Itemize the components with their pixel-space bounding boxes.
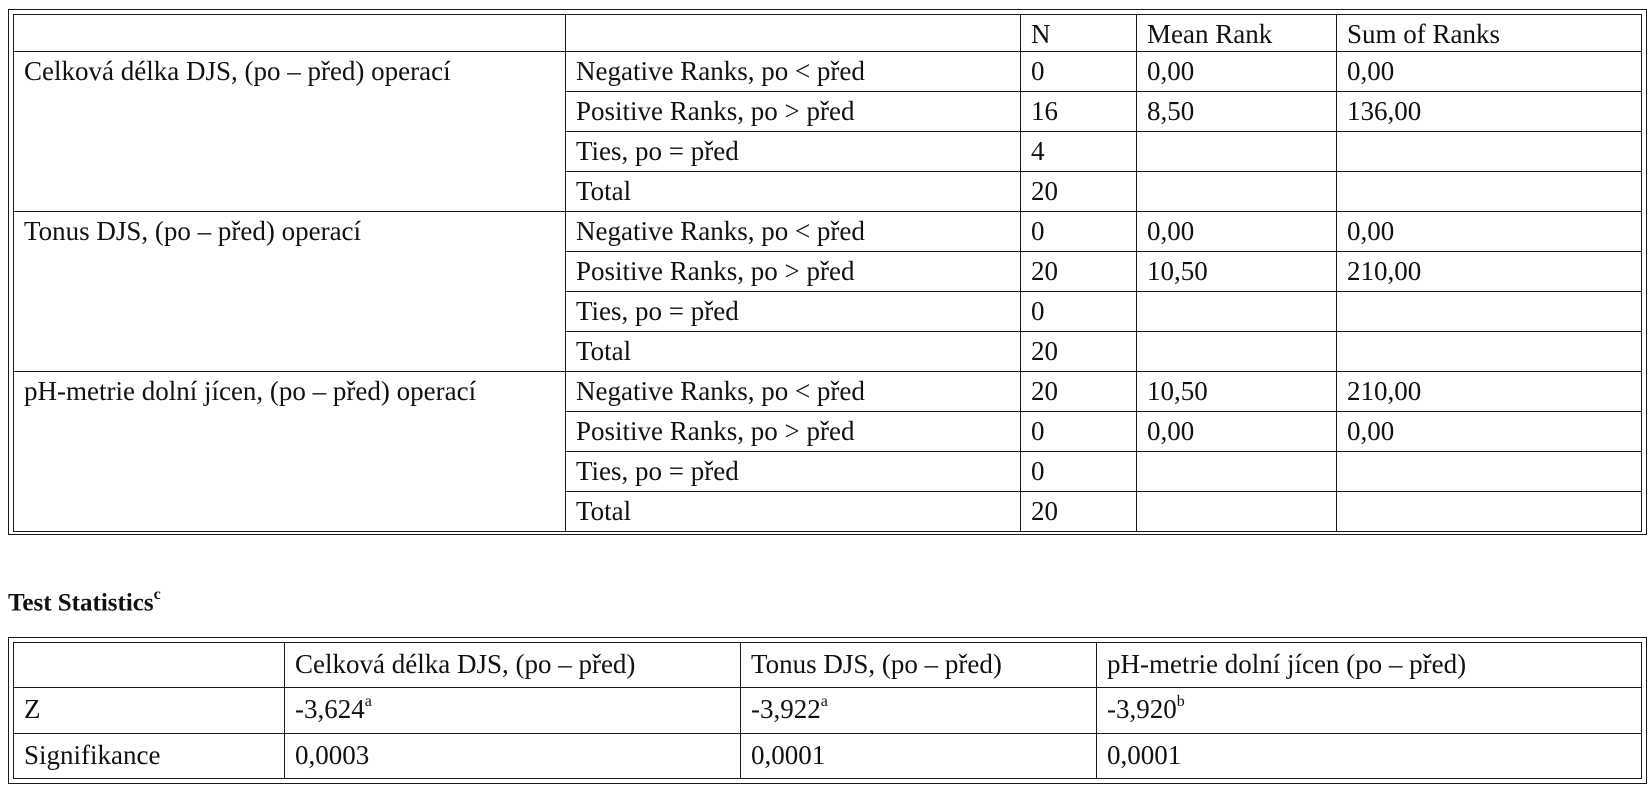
mean-rank-cell	[1137, 172, 1337, 212]
n-cell: 0	[1021, 52, 1137, 92]
rank-type-cell: Total	[566, 492, 1021, 532]
mean-rank-cell	[1137, 492, 1337, 532]
z-value-cell	[285, 688, 741, 733]
mean-rank-cell	[1137, 332, 1337, 372]
header-cell-mean-rank: Mean Rank	[1137, 15, 1337, 52]
sum-ranks-cell	[1337, 332, 1642, 372]
z-label: Z	[14, 688, 285, 733]
sum-ranks-cell: 0,00	[1337, 412, 1642, 452]
group-label: Tonus DJS, (po – před) operací	[14, 212, 566, 372]
rank-type-cell: Ties, po = před	[566, 132, 1021, 172]
n-cell: 0	[1021, 292, 1137, 332]
n-cell: 20	[1021, 372, 1137, 412]
stats-header-cell	[14, 643, 285, 688]
stats-header-cell: Celková délka DJS, (po – před)	[285, 643, 741, 688]
table-row	[14, 52, 1642, 92]
rank-type-cell: Positive Ranks, po > před	[566, 92, 1021, 132]
n-cell: 0	[1021, 452, 1137, 492]
significance-value: 0,0003	[285, 733, 741, 778]
z-value: -3,624	[295, 694, 365, 725]
mean-rank-cell	[1137, 292, 1337, 332]
ranks-table	[13, 14, 1642, 532]
rank-type-cell: Positive Ranks, po > před	[566, 252, 1021, 292]
stats-header-cell: Tonus DJS, (po – před)	[741, 643, 1097, 688]
rank-type-cell: Total	[566, 172, 1021, 212]
n-cell: 20	[1021, 172, 1137, 212]
rank-type-cell: Positive Ranks, po > před	[566, 412, 1021, 452]
sum-ranks-cell	[1337, 132, 1642, 172]
group-label: pH-metrie dolní jícen, (po – před) operací	[14, 372, 566, 532]
sum-ranks-cell: 210,00	[1337, 372, 1642, 412]
sum-ranks-cell: 210,00	[1337, 252, 1642, 292]
n-cell: 16	[1021, 92, 1137, 132]
test-statistics-frame	[8, 637, 1647, 784]
significance-row	[14, 733, 1642, 778]
z-footnote: b	[1176, 693, 1185, 711]
table-row	[14, 212, 1642, 252]
sum-ranks-cell	[1337, 452, 1642, 492]
header-cell-sum-ranks: Sum of Ranks	[1337, 15, 1642, 52]
mean-rank-cell: 0,00	[1137, 412, 1337, 452]
test-statistics-title-footnote: c	[153, 586, 161, 603]
z-value: -3,920	[1107, 694, 1177, 725]
n-cell: 0	[1021, 212, 1137, 252]
mean-rank-cell: 0,00	[1137, 212, 1337, 252]
rank-type-cell: Total	[566, 332, 1021, 372]
ranks-header-row	[14, 15, 1642, 52]
group-label: Celková délka DJS, (po – před) operací	[14, 52, 566, 212]
test-statistics-title	[8, 588, 161, 617]
significance-value: 0,0001	[1097, 733, 1642, 778]
z-row	[14, 688, 1642, 733]
rank-type-cell: Ties, po = před	[566, 452, 1021, 492]
z-value-cell	[741, 688, 1097, 733]
n-cell: 20	[1021, 252, 1137, 292]
rank-type-cell: Ties, po = před	[566, 292, 1021, 332]
sum-ranks-cell	[1337, 172, 1642, 212]
test-statistics-table	[13, 642, 1642, 779]
n-cell: 20	[1021, 492, 1137, 532]
sum-ranks-cell: 0,00	[1337, 212, 1642, 252]
z-footnote: a	[820, 693, 828, 711]
mean-rank-cell	[1137, 452, 1337, 492]
ranks-table-frame	[8, 9, 1647, 535]
mean-rank-cell: 0,00	[1137, 52, 1337, 92]
sum-ranks-cell: 0,00	[1337, 52, 1642, 92]
n-cell: 0	[1021, 412, 1137, 452]
mean-rank-cell: 10,50	[1137, 252, 1337, 292]
rank-type-cell: Negative Ranks, po < před	[566, 52, 1021, 92]
z-value: -3,922	[751, 694, 821, 725]
significance-label: Signifikance	[14, 733, 285, 778]
z-value-cell	[1097, 688, 1642, 733]
header-cell-group	[14, 15, 566, 52]
sum-ranks-cell: 136,00	[1337, 92, 1642, 132]
sum-ranks-cell	[1337, 492, 1642, 532]
table-row	[14, 372, 1642, 412]
mean-rank-cell: 10,50	[1137, 372, 1337, 412]
mean-rank-cell	[1137, 132, 1337, 172]
header-cell-n: N	[1021, 15, 1137, 52]
rank-type-cell: Negative Ranks, po < před	[566, 372, 1021, 412]
sum-ranks-cell	[1337, 292, 1642, 332]
header-cell-type	[566, 15, 1021, 52]
z-footnote: a	[364, 693, 372, 711]
stats-header-cell: pH-metrie dolní jícen (po – před)	[1097, 643, 1642, 688]
rank-type-cell: Negative Ranks, po < před	[566, 212, 1021, 252]
significance-value: 0,0001	[741, 733, 1097, 778]
mean-rank-cell: 8,50	[1137, 92, 1337, 132]
stats-header-row	[14, 643, 1642, 688]
n-cell: 20	[1021, 332, 1137, 372]
n-cell: 4	[1021, 132, 1137, 172]
test-statistics-title-text: Test Statistics	[8, 589, 154, 617]
